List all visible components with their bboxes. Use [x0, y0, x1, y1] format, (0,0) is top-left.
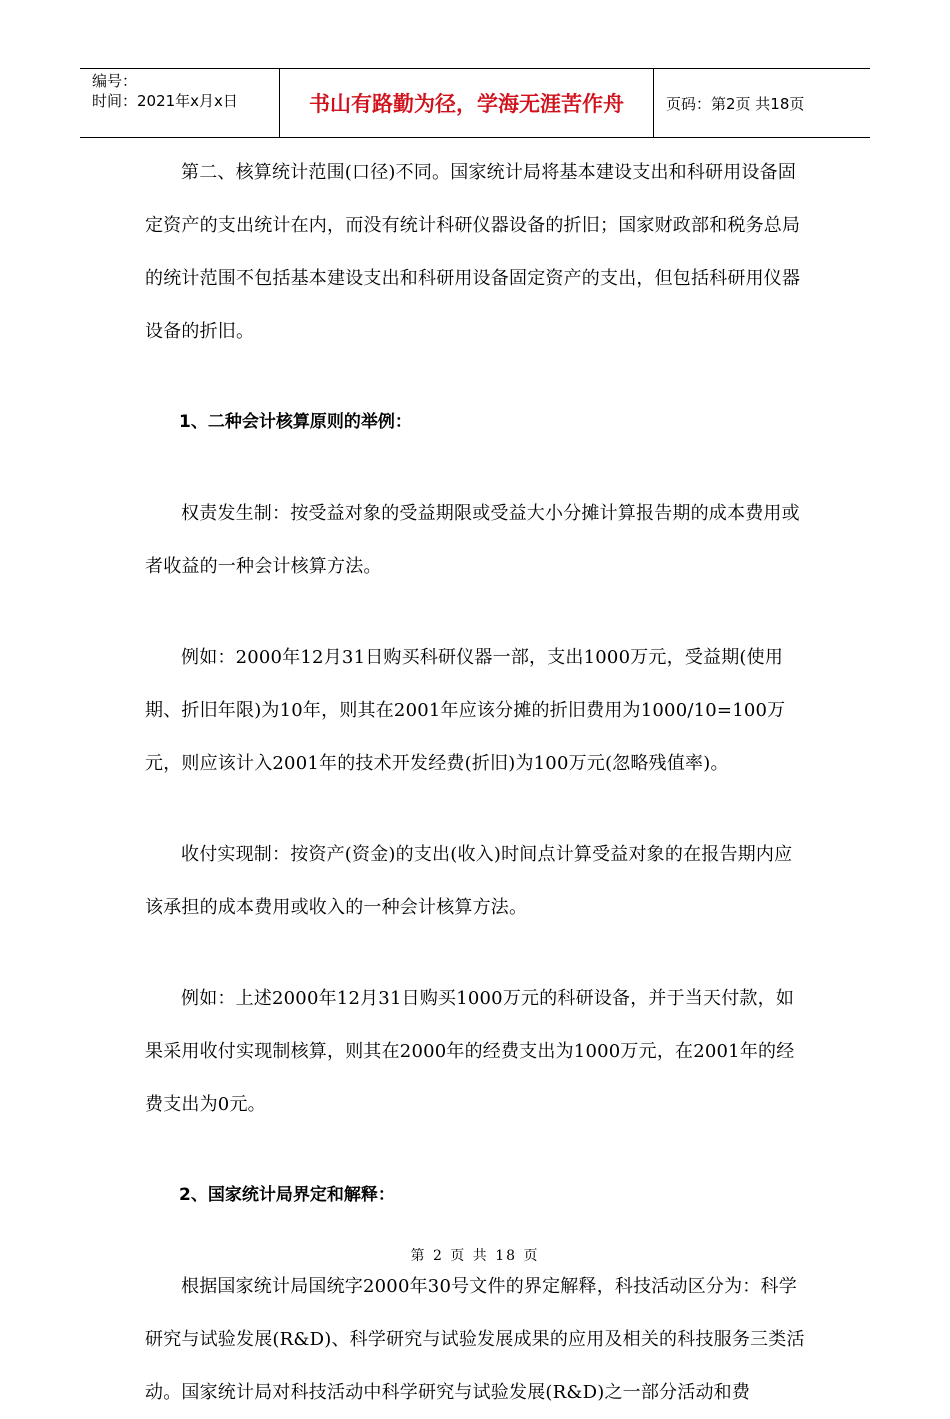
header-meta — [80, 69, 280, 137]
paragraph-cash-example: 例如：上述2000年12月31日购买1000万元的科研设备，并于当天付款，如果采用收付实现制核算，则其在2000年的经费支出为1000万元，在2001年的经费支出为0元。 — [145, 988, 795, 1115]
paragraph-nbs-definition: 根据国家统计局国统字2000年30号文件的界定解释，科技活动区分为：科学研究与试验发展(R&D)、科学研究与试验发展成果的应用及相关的科技服务三类活动。国家统计局对科技活动中科学研究与试验发展(R&D)之一部分活动和费 — [145, 1276, 805, 1403]
document-date: 时间：2021年x月x日 — [92, 92, 238, 110]
section-heading-accounting-examples: 1、二种会计核算原则的举例： — [179, 412, 412, 432]
paragraph-accrual-example: 例如：2000年12月31日购买科研仪器一部，支出1000万元，受益期(使用期、折旧年限)为10年，则其在2001年应该分摊的折旧费用为1000/10=100万元，则应该计入2001年的技术开发经费(折旧)为100万元(忽略残值率)。 — [145, 647, 786, 774]
document-body — [145, 146, 805, 1419]
paragraph-accrual-basis: 权责发生制：按受益对象的受益期限或受益大小分摊计算报告期的成本费用或者收益的一种会计核算方法。 — [145, 503, 800, 577]
page-header — [80, 68, 870, 138]
paragraph-cash-basis: 收付实现制：按资产(资金)的支出(收入)时间点计算受益对象的在报告期内应该承担的成本费用或收入的一种会计核算方法。 — [145, 844, 793, 918]
page-footer-number: 第 2 页 共 18 页 — [410, 1248, 540, 1264]
header-page-info: 页码：第2页 共18页 — [666, 94, 805, 113]
section-heading-nbs-definition: 2、国家统计局界定和解释： — [179, 1185, 395, 1205]
paragraph-scope-difference: 第二、核算统计范围(口径)不同。国家统计局将基本建设支出和科研用设备固定资产的支出统计在内，而没有统计科研仪器设备的折旧；国家财政部和税务总局的统计范围不包括基本建设支出和科研用设备固定资产的支出，但包括科研用仪器设备的折旧。 — [145, 162, 801, 342]
header-motto: 书山有路勤为径，学海无涯苦作舟 — [280, 69, 654, 137]
document-code-label: 编号： — [92, 72, 138, 90]
